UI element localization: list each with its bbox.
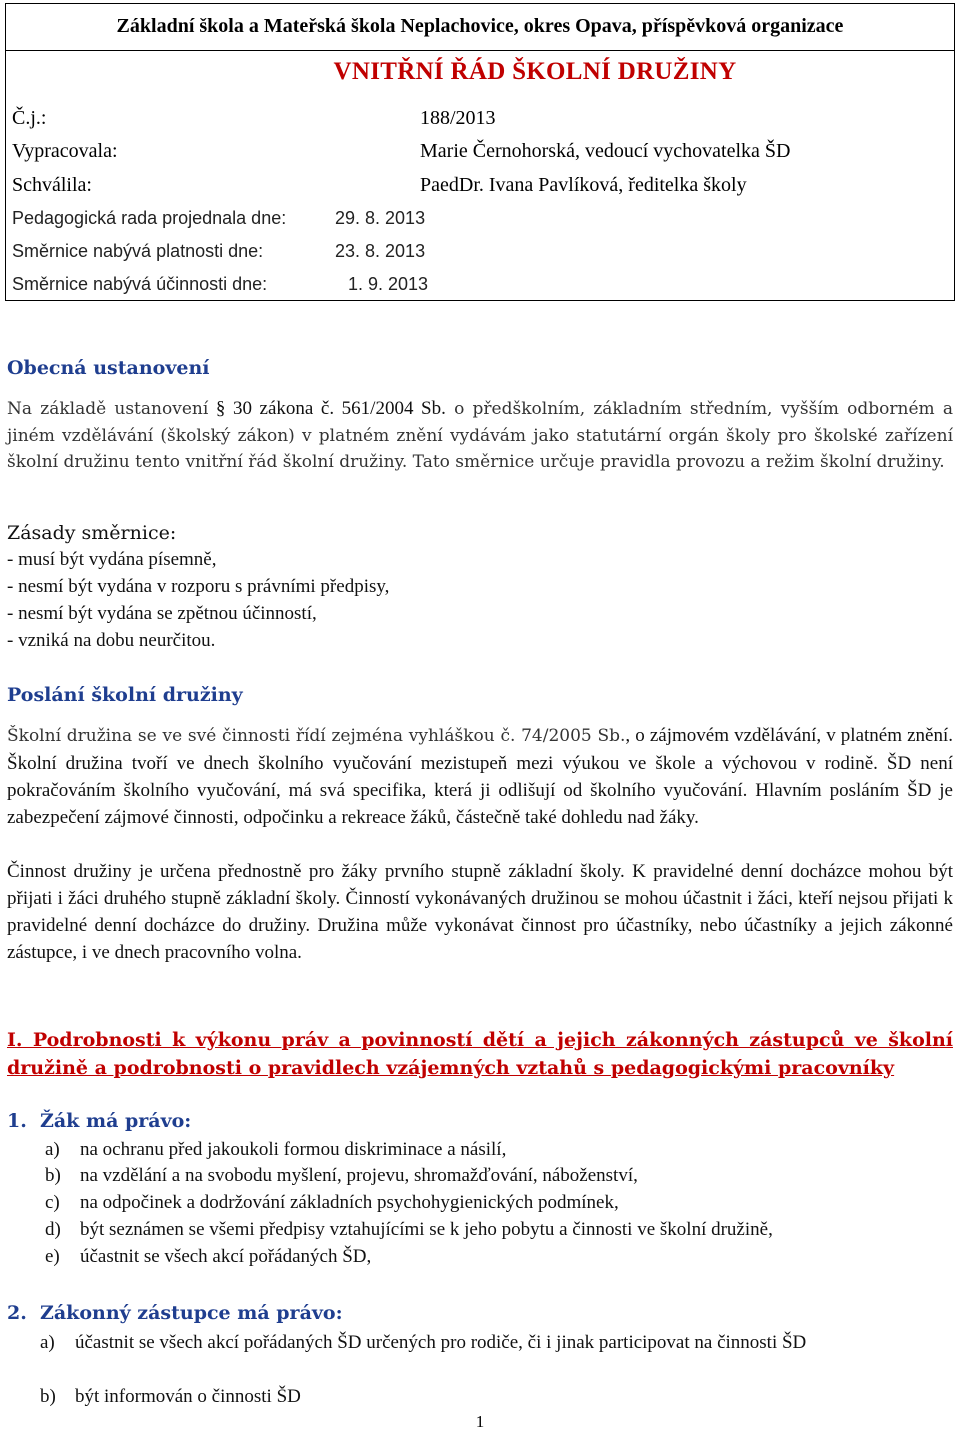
item-text: účastnit se všech akcí pořádaných ŠD určených pro rodiče, či i jinak participovat na činnosti ŠD bbox=[75, 1332, 807, 1353]
meta-label: Č.j.: bbox=[12, 107, 47, 129]
meta-label: Směrnice nabývá platnosti dne: bbox=[12, 241, 264, 261]
pupil-right-item bbox=[45, 1244, 945, 1270]
guardian-rights-title: Zákonný zástupce má právo: bbox=[40, 1302, 343, 1324]
meta-value: 1. 9. 2013 bbox=[348, 274, 429, 294]
meta-value: PaedDr. Ivana Pavlíková, ředitelka školy bbox=[420, 174, 747, 196]
meta-label: Schválila: bbox=[12, 174, 92, 196]
meta-row-reference bbox=[12, 103, 942, 133]
item-letter: a) bbox=[45, 1139, 60, 1160]
meta-value: 29. 8. 2013 bbox=[335, 208, 426, 228]
item-text: na vzdělání a na svobodu myšlení, projevu, shromažďování, náboženství, bbox=[80, 1165, 638, 1186]
page-number: 1 bbox=[475, 1412, 485, 1431]
item-text: být seznámen se všemi předpisy vztahujícími se k jeho pobytu a činnosti ve školní družině, bbox=[80, 1219, 773, 1240]
item-letter: c) bbox=[45, 1192, 60, 1213]
pupil-rights-number: 1. bbox=[7, 1110, 27, 1132]
item-letter: b) bbox=[45, 1165, 61, 1186]
paragraph-lead: Na základě ustanovení bbox=[7, 399, 209, 419]
principle-item: - nesmí být vydána se zpětnou účinností, bbox=[7, 603, 317, 624]
header-box bbox=[5, 3, 955, 301]
meta-label: Pedagogická rada projednala dne: bbox=[12, 208, 287, 228]
pupil-right-item bbox=[45, 1190, 945, 1216]
meta-value: 188/2013 bbox=[420, 107, 496, 129]
section-heading-mission: Poslání školní družiny bbox=[7, 684, 243, 706]
item-letter: a) bbox=[40, 1332, 55, 1353]
item-text: být informován o činnosti ŠD bbox=[75, 1386, 301, 1407]
mission-lead: Školní družina se ve své činnosti řídí zejména vyhláškou č. 74/2005 Sb. bbox=[7, 726, 626, 746]
guardian-right-item bbox=[40, 1329, 955, 1385]
meta-row-effect bbox=[12, 269, 942, 299]
meta-row-validity bbox=[12, 236, 942, 266]
paragraph-body: o předškolním, základním středním, vyšším odborném a jiném vzdělávání (školský zákon) v platném znění vydávám jako statutární orgán školy pro školské zařízení školní družinu tento vnitřní řád školní družiny. Tato směrnice určuje pravidla provozu a režim školní družiny. bbox=[7, 399, 954, 472]
guardian-rights-number: 2. bbox=[7, 1302, 27, 1324]
section-heading-general: Obecná ustanovení bbox=[7, 357, 210, 379]
guardian-rights-heading bbox=[7, 1302, 343, 1324]
item-text: na ochranu před jakoukoli formou diskriminace a násilí, bbox=[80, 1139, 507, 1160]
item-letter: d) bbox=[45, 1219, 61, 1240]
principle-item: - musí být vydána písemně, bbox=[7, 549, 217, 570]
guardian-right-item bbox=[40, 1383, 955, 1411]
section-heading-rights: I. Podrobnosti k výkonu práv a povinností dětí a jejich zákonných zástupců ve školní družině a podrobnosti o pravidlech vzájemných vztahů s pedagogickými pracovníky bbox=[7, 1029, 953, 1079]
item-text: účastnit se všech akcí pořádaných ŠD, bbox=[80, 1246, 372, 1267]
meta-label: Vypracovala: bbox=[12, 140, 118, 162]
paragraph-law: 30 zákona č. 561/2004 Sb. bbox=[225, 398, 446, 419]
pupil-rights-title: Žák má právo: bbox=[40, 1110, 192, 1132]
meta-label: Směrnice nabývá účinnosti dne: bbox=[12, 274, 268, 294]
pupil-right-item bbox=[45, 1217, 945, 1243]
meta-value: Marie Černohorská, vedoucí vychovatelka ŠD bbox=[420, 140, 791, 162]
general-paragraph bbox=[7, 396, 953, 476]
pupil-rights-heading bbox=[7, 1110, 191, 1132]
mission-paragraph-2: Činnost družiny je určena přednostně pro žáky prvního stupně základní školy. K pravidelné denní docházce mohou být přijati i žáci druhého stupně základní školy. Činností vykonávaných družinou se mohou účastnit i žáci, kteří nejsou přijati k pravidelné denní docházce do družiny. Družina může vykonávat činnost pro účastníky, nebo účastníky a jejich zákonné zástupce, i ve dnech pracovního volna. bbox=[7, 861, 953, 963]
meta-row-approved bbox=[12, 170, 942, 200]
item-letter: b) bbox=[40, 1386, 56, 1407]
principle-item: - nesmí být vydána v rozporu s právními předpisy, bbox=[7, 576, 390, 597]
meta-row-council bbox=[12, 203, 942, 233]
principle-item: - vzniká na dobu neurčitou. bbox=[7, 630, 216, 651]
meta-value: 23. 8. 2013 bbox=[335, 241, 426, 261]
pupil-right-item bbox=[45, 1137, 945, 1163]
pupil-right-item bbox=[45, 1163, 945, 1189]
principles-title: Zásady směrnice: bbox=[7, 522, 177, 544]
paragraph-symbol: § bbox=[215, 398, 226, 419]
item-letter: e) bbox=[45, 1246, 60, 1267]
document-title: VNITŘNÍ ŘÁD ŠKOLNÍ DRUŽINY bbox=[333, 58, 737, 85]
item-text: na odpočinek a dodržování základních psychohygienických podmínek, bbox=[80, 1192, 619, 1213]
mission-paragraph-1 bbox=[7, 722, 953, 831]
mission-rest: , o zájmovém vzdělávání, v platném znění. Školní družina tvoří ve dnech školního vyučování mezistupeň mezi výukou ve škole a výchovou v rodině. ŠD není pokračováním školního vyučování, má svá specifika, která ji odlišují od školního vyučování. Hlavním posláním ŠD je zabezpečení zájmové činnosti, odpočinku a rekreace žáků, částečně také dohledu nad žáky. bbox=[7, 725, 953, 828]
meta-row-author bbox=[12, 136, 942, 166]
school-name: Základní škola a Mateřská škola Neplachovice, okres Opava, příspěvková organizace bbox=[6, 4, 954, 51]
